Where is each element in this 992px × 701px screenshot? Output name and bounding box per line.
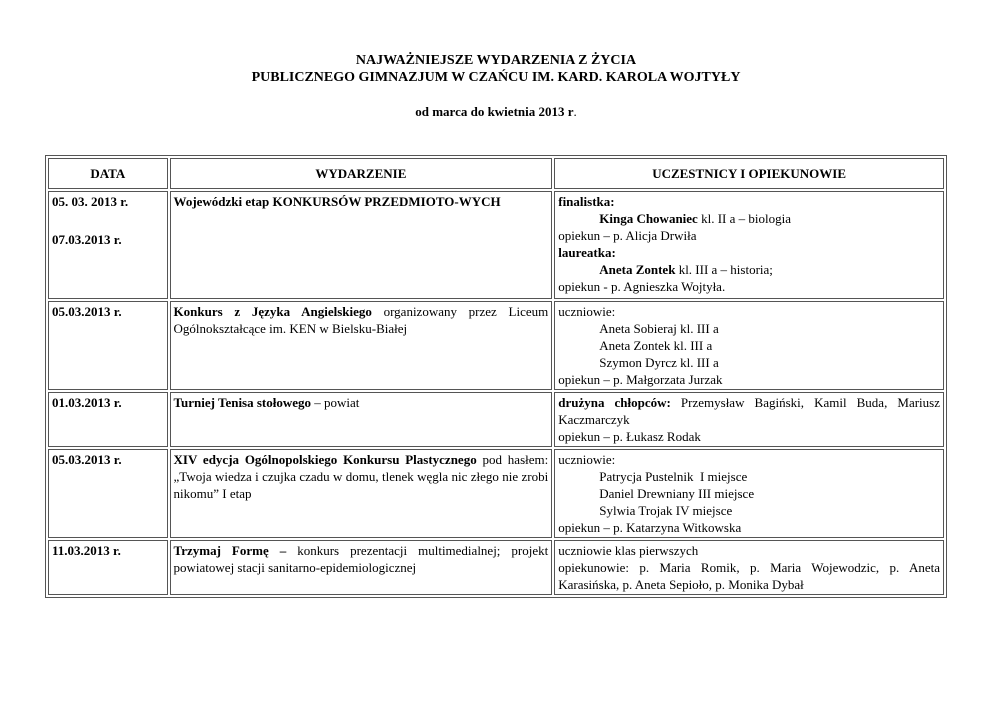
date-value: 05. 03. 2013 r. bbox=[52, 194, 129, 209]
participant-line: Szymon Dyrcz kl. III a bbox=[599, 355, 719, 370]
participant-line: Patrycja Pustelnik I miejsce bbox=[599, 469, 748, 484]
participant-role-label: drużyna chłopców: bbox=[558, 395, 671, 410]
participants-cell bbox=[554, 449, 944, 538]
participants-cell bbox=[554, 392, 944, 447]
participant-role-label: finalistka: bbox=[558, 194, 615, 209]
event-description: – powiat bbox=[311, 395, 360, 410]
event-title: Wojewódzki etap KONKURSÓW PRZEDMIOTO-WYCH bbox=[173, 194, 501, 209]
event-title: Turniej Tenisa stołowego bbox=[173, 395, 312, 410]
date-cell: 05.03.2013 r. bbox=[48, 449, 168, 538]
participant-line bbox=[558, 394, 940, 428]
participant-role-label: laureatka: bbox=[558, 245, 616, 260]
event-title: Trzymaj Formę – bbox=[173, 543, 287, 558]
table-row bbox=[48, 392, 944, 447]
event-title: XIV edycja Ogólnopolskiego Konkursu Plastycznego bbox=[173, 452, 477, 467]
document-subtitle bbox=[0, 104, 992, 120]
subtitle-period: . bbox=[573, 104, 577, 119]
participant-line bbox=[558, 261, 940, 278]
participant-line: Daniel Drewniany III miejsce bbox=[599, 486, 755, 501]
participant-names: Przemysław Bagiński, Kamil Buda, Mariusz Kaczmarczyk bbox=[558, 395, 940, 427]
header-event: WYDARZENIE bbox=[170, 158, 553, 189]
participant-role-label: uczniowie: bbox=[558, 452, 616, 467]
event-description: organizowany przez Liceum Ogólnokształcące im. KEN w Bielsku-Białej bbox=[173, 304, 549, 336]
event-cell bbox=[170, 301, 553, 390]
table-row bbox=[48, 301, 944, 390]
participant-info: kl. III a – historia; bbox=[675, 262, 773, 277]
event-description: konkurs prezentacji multimedialnej; projekt powiatowej stacji sanitarno-epidemiologicznej bbox=[173, 543, 549, 575]
tutor-line: opiekun – p. Małgorzata Jurzak bbox=[558, 372, 723, 387]
event-cell bbox=[170, 191, 553, 299]
tutor-line: opiekun – p. Katarzyna Witkowska bbox=[558, 520, 742, 535]
participant-role-label: uczniowie: bbox=[558, 304, 616, 319]
header-participants: UCZESTNICY I OPIEKUNOWIE bbox=[554, 158, 944, 189]
header-date: DATA bbox=[48, 158, 168, 189]
participant-role-label: uczniowie klas pierwszych bbox=[558, 543, 699, 558]
participants-cell bbox=[554, 301, 944, 390]
participant-line: Aneta Sobieraj kl. III a bbox=[599, 321, 719, 336]
title-line-2: PUBLICZNEGO GIMNAZJUM W CZAŃCU IM. KARD. KAROLA WOJTYŁY bbox=[251, 70, 741, 85]
document-title bbox=[0, 52, 992, 86]
event-description: pod hasłem: „Twoja wiedza i czujka czadu w domu, tlenek węgla nic złego nie zrobi nikomu” I etap bbox=[173, 452, 549, 501]
table-row bbox=[48, 449, 944, 538]
title-line-1: NAJWAŻNIEJSZE WYDARZENIA Z ŻYCIA bbox=[355, 53, 637, 68]
participant-line: Aneta Zontek kl. III a bbox=[599, 338, 713, 353]
date-cell bbox=[48, 191, 168, 299]
event-cell bbox=[170, 540, 553, 595]
date-value: 07.03.2013 r. bbox=[52, 232, 122, 247]
date-cell: 01.03.2013 r. bbox=[48, 392, 168, 447]
participant-name: Aneta Zontek bbox=[599, 262, 676, 277]
date-cell: 11.03.2013 r. bbox=[48, 540, 168, 595]
event-cell bbox=[170, 392, 553, 447]
events-table bbox=[45, 155, 947, 598]
table-row bbox=[48, 540, 944, 595]
participant-line bbox=[558, 210, 940, 227]
subtitle-date-range: od marca do kwietnia 2013 r bbox=[415, 104, 574, 119]
participant-info: kl. II a – biologia bbox=[697, 211, 791, 226]
table-row bbox=[48, 191, 944, 299]
tutor-line: opiekun – p. Łukasz Rodak bbox=[558, 429, 701, 444]
tutor-line: opiekunowie: p. Maria Romik, p. Maria Wojewodzic, p. Aneta Karasińska, p. Aneta Sepioło, p. Monika Dybał bbox=[558, 560, 940, 592]
participant-line: Sylwia Trojak IV miejsce bbox=[599, 503, 733, 518]
participant-name: Kinga Chowaniec bbox=[599, 211, 698, 226]
participants-cell bbox=[554, 540, 944, 595]
participants-cell bbox=[554, 191, 944, 299]
event-title: Konkurs z Języka Angielskiego bbox=[173, 304, 372, 319]
event-cell bbox=[170, 449, 553, 538]
tutor-line: opiekun – p. Alicja Drwiła bbox=[558, 228, 697, 243]
date-cell: 05.03.2013 r. bbox=[48, 301, 168, 390]
tutor-line: opiekun - p. Agnieszka Wojtyła. bbox=[558, 279, 726, 294]
table-header-row bbox=[48, 158, 944, 189]
